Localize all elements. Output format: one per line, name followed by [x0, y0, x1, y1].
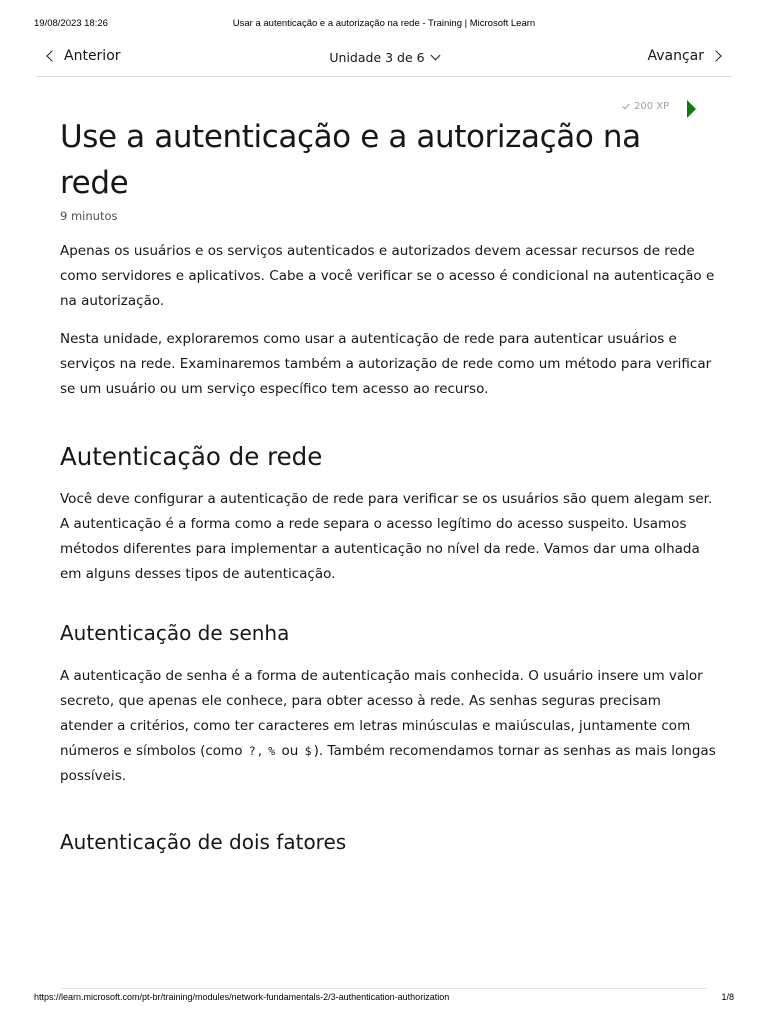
password-text-before: A autenticação de senha é a forma de autenticação mais conhecida. O usuário insere um valor secreto, que apenas ele conhece, para obter acesso à rede. As senhas seguras precisam atender a critérios, como ter caracteres em letras minúsculas e maiúsculas, juntamente com números e símbolos (como — [60, 668, 703, 759]
password-authentication-paragraph — [60, 664, 716, 789]
symbol-separator-1: , — [257, 743, 267, 759]
xp-label: 200 XP — [634, 101, 670, 112]
unit-navigation — [36, 40, 732, 77]
password-text-after: ). Também recomendamos tornar as senhas as mais longas possíveis. — [60, 743, 716, 784]
network-authentication-paragraph: Você deve configurar a autenticação de rede para verificar se os usuários são quem alegam ser. A autenticação é a forma como a rede separa o acesso legítimo do acesso suspeito. Usamos métodos diferentes para implementar a autenticação no nível da rede. Vamos dar uma olhada em alguns desses tipos de autenticação. — [60, 491, 713, 582]
intro-paragraph-1: Apenas os usuários e os serviços autenticados e autorizados devem acessar recursos de rede como servidores e aplicativos. Cabe a você verificar se o acesso é condicional na autenticação e na autorização. — [60, 243, 715, 309]
intro-paragraph-2: Nesta unidade, exploraremos como usar a autenticação de rede para autenticar usuários e serviços na rede. Examinaremos também a autorização de rede como um método para verificar se um usuário ou um serviço específico tem acesso ao recurso. — [60, 331, 712, 397]
symbol-dollar: $ — [304, 744, 312, 758]
footer-divider — [60, 988, 708, 989]
print-url: https://learn.microsoft.com/pt-br/training/modules/network-fundamentals-2/3-authentication-authorization — [34, 992, 450, 1002]
symbol-question-mark: ? — [248, 744, 256, 758]
section-heading-password-authentication: Autenticação de senha — [60, 621, 290, 645]
symbol-percent: % — [268, 744, 276, 758]
print-footer — [34, 992, 734, 1006]
print-header — [34, 18, 734, 32]
next-unit-label: Avançar — [647, 48, 704, 64]
chevron-right-icon — [710, 50, 721, 61]
print-datetime: 19/08/2023 18:26 — [34, 18, 108, 29]
xp-badge — [624, 101, 669, 112]
checkmark-icon — [622, 101, 630, 109]
previous-unit-label: Anterior — [64, 48, 121, 64]
article-content — [60, 114, 716, 857]
next-unit-button[interactable] — [647, 48, 720, 64]
chevron-down-icon — [430, 51, 440, 61]
page-title: Use a autenticação e a autorização na rede — [60, 119, 641, 201]
unit-selector-dropdown[interactable] — [36, 49, 732, 65]
unit-selector-label: Unidade 3 de 6 — [329, 50, 425, 65]
reading-duration: 9 minutos — [60, 209, 118, 223]
print-page-title: Usar a autenticação e a autorização na rede - Training | Microsoft Learn — [232, 18, 536, 29]
section-heading-two-factor-authentication: Autenticação de dois fatores — [60, 830, 347, 854]
page-number: 1/8 — [721, 992, 734, 1002]
section-heading-network-authentication: Autenticação de rede — [60, 442, 323, 471]
symbol-separator-2: ou — [277, 743, 303, 759]
